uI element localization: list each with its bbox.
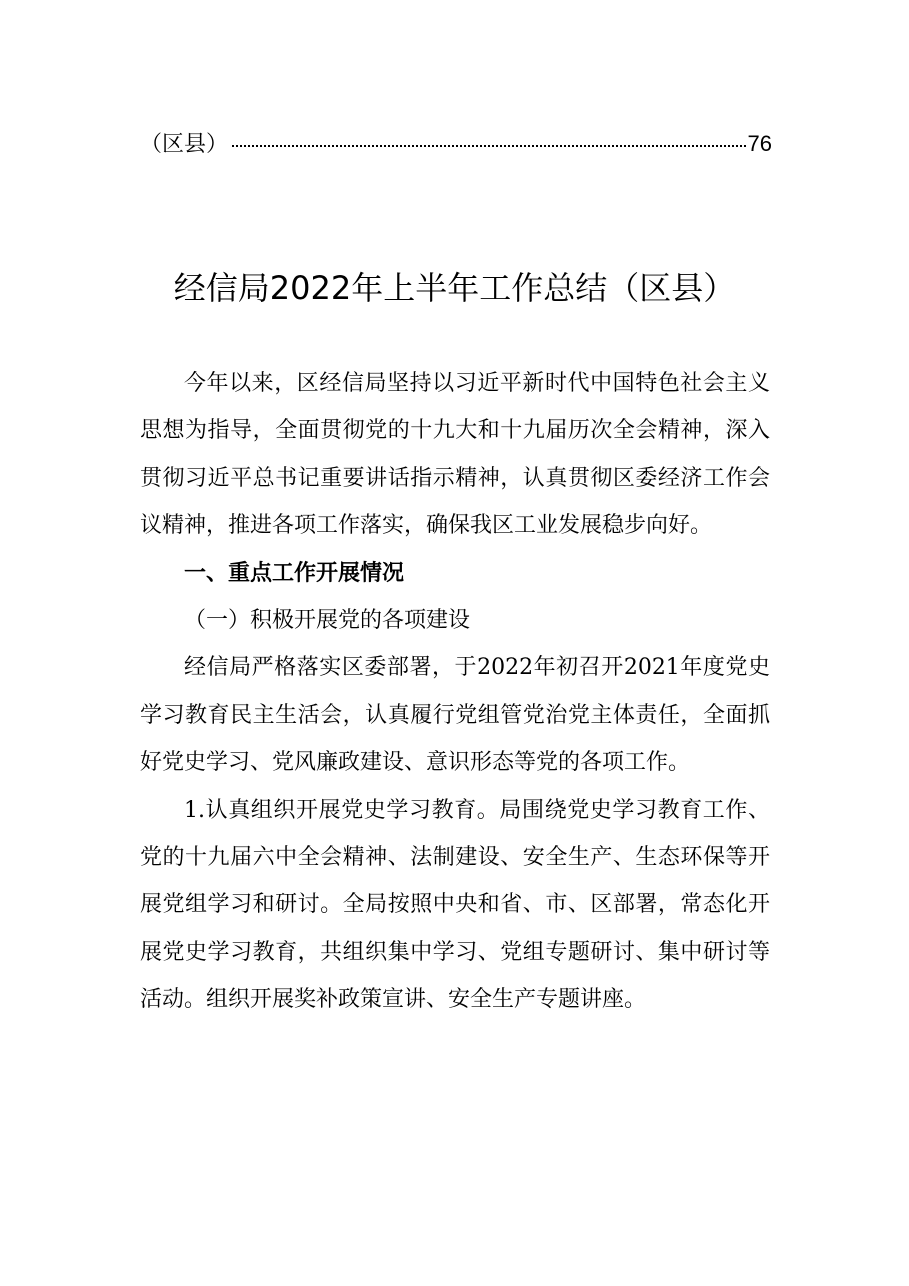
subsection-heading-1: （一）积极开展党的各项建设 [184, 608, 471, 634]
intro-paragraph: 今年以来，区经信局坚持以习近平新时代中国特色社会主义思想为指导，全面贯彻党的十九大和十九届历次全会精神，深入贯彻习近平总书记重要讲话指示精神，认真贯彻区委经济工作会议精神，推进各项工作落实，确保我区工业发展稳步向好。 [140, 371, 770, 539]
toc-leader-dots [232, 145, 746, 147]
document-title: 经信局2022年上半年工作总结（区县） [173, 269, 736, 307]
toc-entry-text: （区县） [140, 132, 229, 157]
toc-page-number: 76 [747, 131, 772, 156]
item-1-paragraph: 1.认真组织开展党史学习教育。局围绕党史学习教育工作、党的十九届六中全会精神、法制建设、安全生产、生态环保等开展党组学习和研讨。全局按照中央和省、市、区部署，常态化开展党史学习教育，共组织集中学习、党组专题研讨、集中研讨等活动。组织开展奖补政策宣讲、安全生产专题讲座。 [140, 797, 770, 1013]
section-heading-1: 一、重点工作开展情况 [184, 560, 405, 586]
subsection-1-paragraph: 经信局严格落实区委部署，于2022年初召开2021年度党史学习教育民主生活会，认真履行党组管党治党主体责任，全面抓好党史学习、党风廉政建设、意识形态等党的各项工作。 [140, 655, 770, 776]
document-body [140, 360, 770, 1024]
toc-entry[interactable] [140, 127, 772, 161]
